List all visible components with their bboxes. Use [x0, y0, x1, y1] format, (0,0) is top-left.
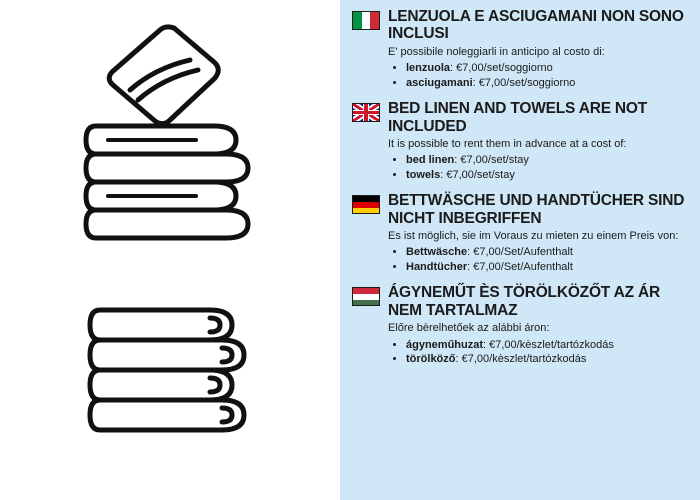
folded-towels-icon	[90, 310, 244, 430]
item-term: lenzuola	[406, 62, 451, 75]
folded-blanket-icon	[86, 126, 248, 238]
item-term: asciugamani	[406, 76, 473, 89]
list-item	[406, 76, 688, 91]
item-value: : €7,00/Set/Aufenthalt	[467, 260, 573, 273]
subtitle-german: Es ist möglich, sie im Voraus zu mieten zu einem Preis von:	[388, 230, 679, 243]
illustration-panel	[0, 0, 340, 500]
bedding-illustration	[0, 0, 340, 500]
item-list-hungarian	[388, 338, 688, 367]
list-item	[406, 61, 688, 76]
heading-english: BED LINEN AND TOWELS ARE NOT INCLUDED	[388, 100, 648, 135]
language-block-english	[352, 100, 688, 182]
item-list-german	[388, 245, 688, 274]
language-block-hungarian	[352, 284, 688, 366]
list-item	[406, 338, 688, 353]
block-text-german	[388, 192, 688, 274]
block-text-italian	[388, 8, 688, 90]
item-term: Handtücher	[406, 260, 468, 273]
flag-germany-icon	[352, 195, 380, 214]
item-list-italian	[388, 61, 688, 90]
flag-united-kingdom-icon	[352, 103, 380, 122]
item-term: törölköző	[406, 353, 456, 366]
list-item	[406, 260, 688, 275]
pillow-icon	[109, 27, 218, 124]
item-value: : €7,00/Set/Aufenthalt	[467, 246, 573, 259]
item-term: bed linen	[406, 154, 455, 167]
item-term: ágyneműhuzat	[406, 338, 484, 351]
subtitle-english: It is possible to rent them in advance at a cost of:	[388, 137, 627, 150]
language-blocks-panel	[340, 0, 700, 500]
item-value: : €7,00/set/soggiorno	[472, 76, 576, 89]
heading-german: BETTWÄSCHE UND HANDTÜCHER SIND NICHT INBEGRIFFEN	[388, 192, 685, 227]
item-term: towels	[406, 168, 441, 181]
heading-hungarian: ÁGYNEMŰT ÈS TÖRÖLKÖZŐT AZ ÁR NEM TARTALMAZ	[388, 284, 660, 319]
item-term: Bettwäsche	[406, 246, 468, 259]
flag-italy-icon	[352, 11, 380, 30]
heading-italian: LENZUOLA E ASCIUGAMANI NON SONO INCLUSI	[388, 8, 684, 43]
item-value: : €7,00/set/soggiorno	[450, 62, 553, 75]
list-item	[406, 168, 688, 183]
list-item	[406, 245, 688, 260]
item-value: : €7,00/set/stay	[440, 168, 515, 181]
item-value: : €7,00/kèszlet/tartózkodás	[455, 353, 587, 366]
item-list-english	[388, 153, 688, 182]
block-text-hungarian	[388, 284, 688, 366]
subtitle-italian: E' possibile noleggiarli in anticipo al costo di:	[388, 45, 605, 58]
item-value: : €7,00/kèszlet/tartózkodás	[483, 338, 614, 351]
flag-hungary-icon	[352, 287, 380, 306]
list-item	[406, 153, 688, 168]
block-text-english	[388, 100, 688, 182]
item-value: : €7,00/set/stay	[454, 154, 529, 167]
subtitle-hungarian: Előre bèrelhetőek az alábbi áron:	[388, 322, 550, 335]
language-block-italian	[352, 8, 688, 90]
language-block-german	[352, 192, 688, 274]
list-item	[406, 352, 688, 367]
